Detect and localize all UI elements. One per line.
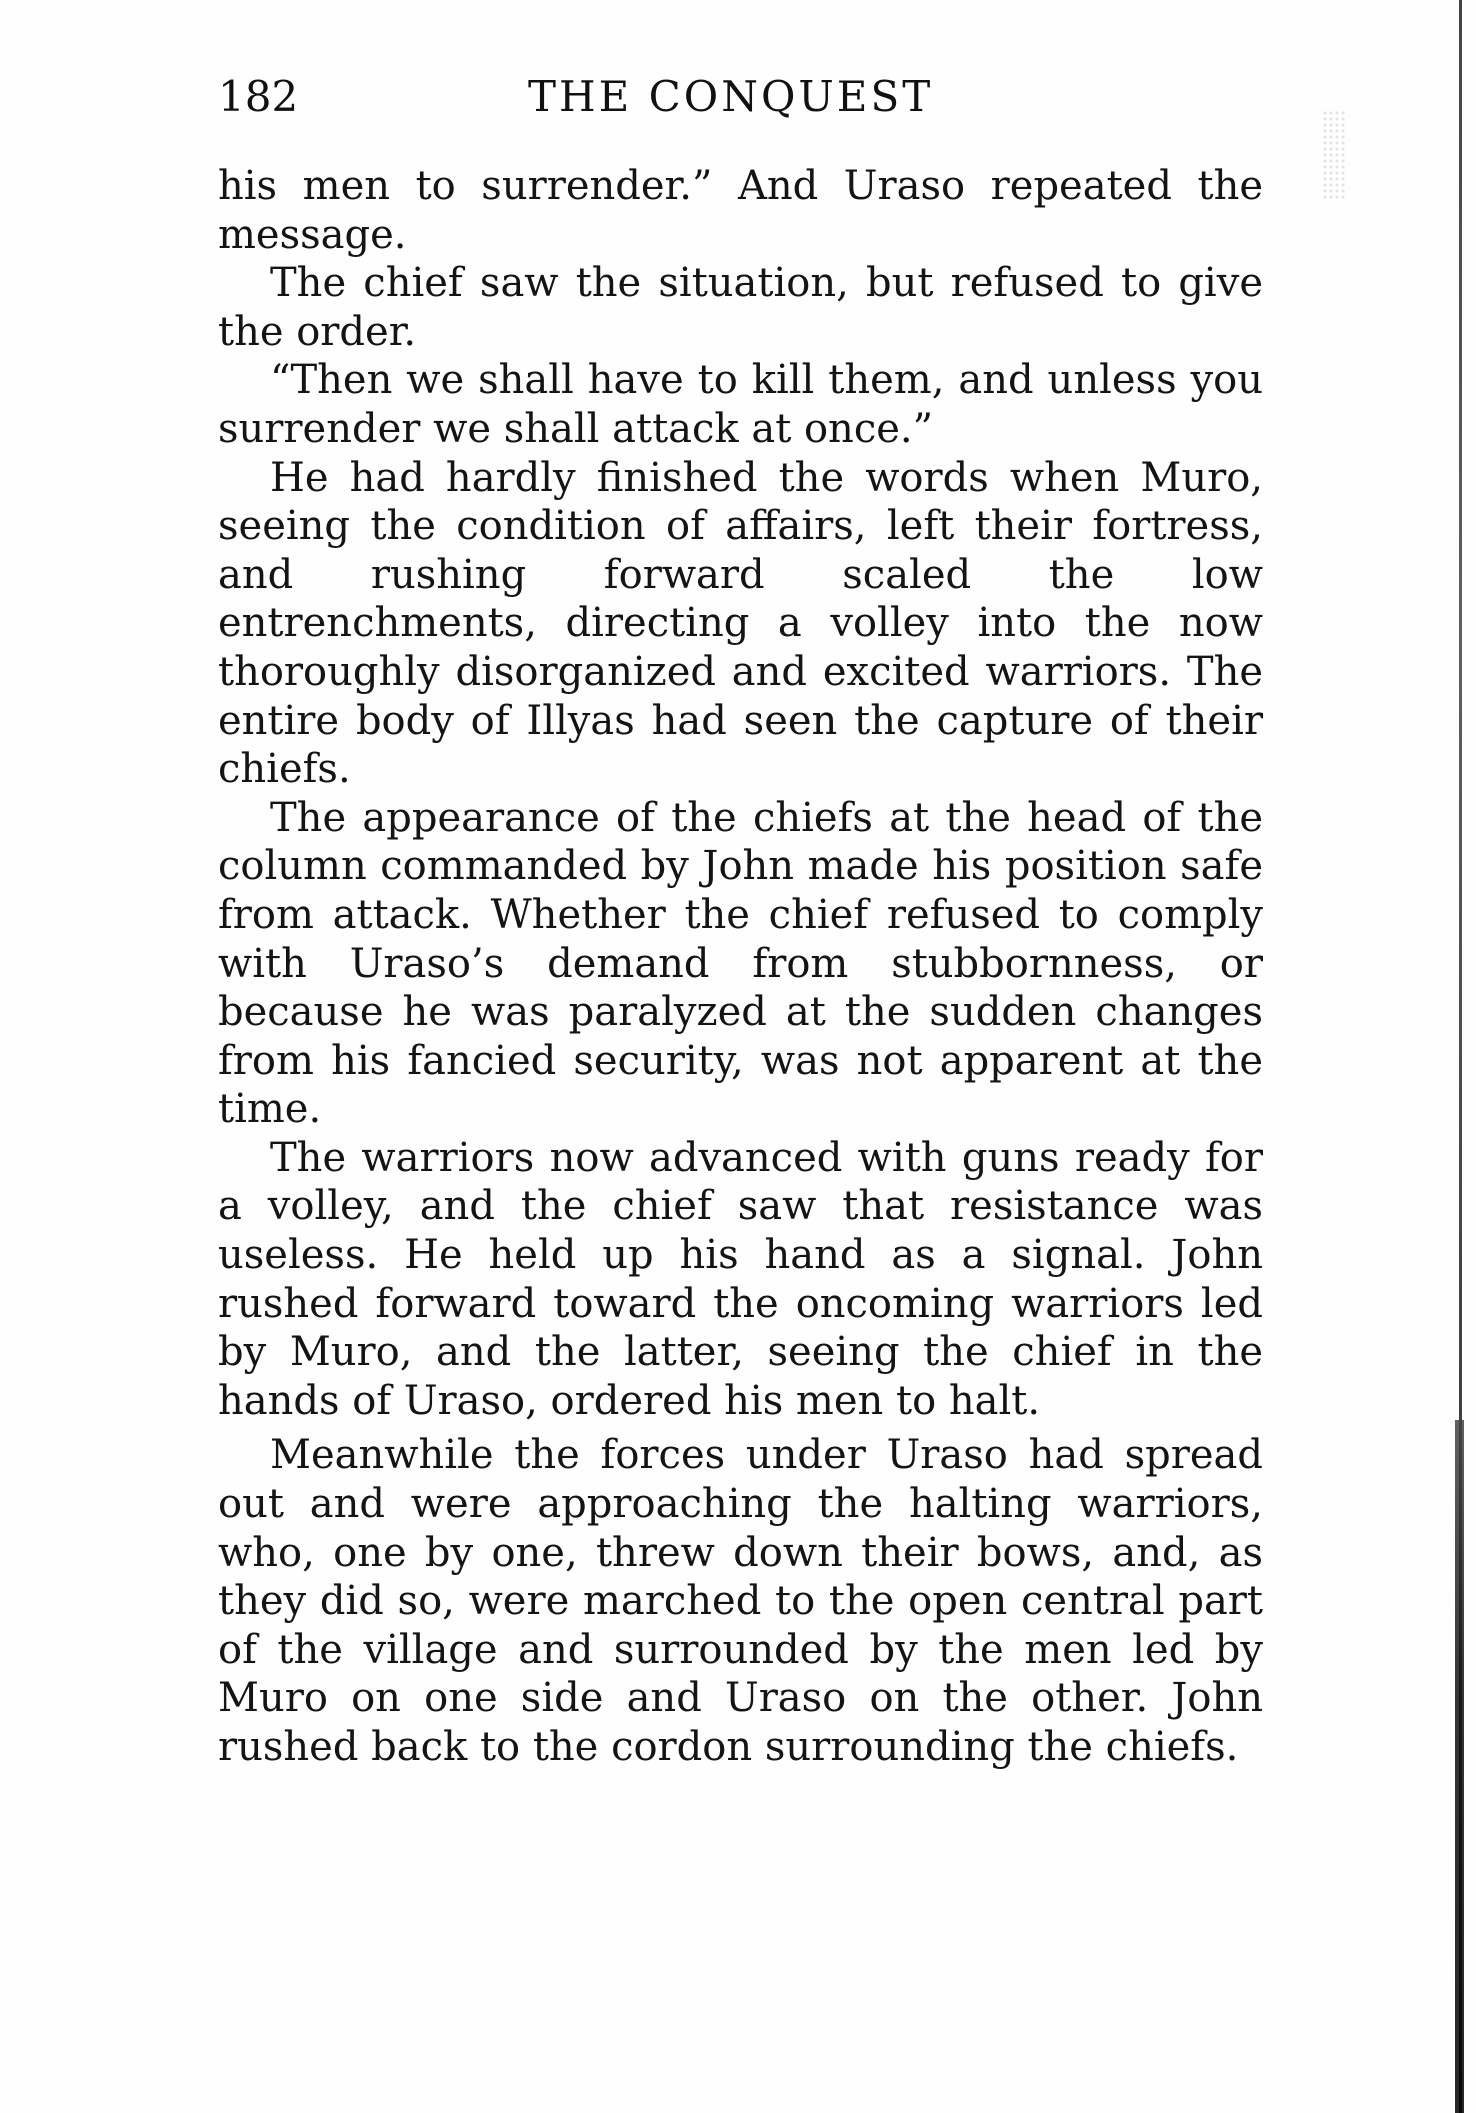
page-edge-shadow-heavy [1455,1420,1464,2113]
paragraph: “Then we shall have to kill them, and unless you surrender we shall attack at once.” [218,357,1263,452]
paragraph: The appearance of the chiefs at the head of the column commanded by John made his position safe from attack. Whether the chief refused to comply with Uraso’s demand from stubbornness, or because he was paralyzed at the sudden changes from his fancied security, was not apparent at the time. [218,794,1263,1133]
page-number: 182 [218,72,299,121]
paper-speckle [1322,110,1346,200]
paragraph: The warriors now advanced with guns ready for a volley, and the chief saw that resistance was useless. He held up his hand as a signal. John rushed forward toward the oncoming warriors led by Muro, and the latter, seeing the chief in the hands of Uraso, ordered his men to halt. [218,1134,1263,1424]
body-text [218,162,1263,1772]
page-header [218,72,1258,132]
paragraph: his men to surrender.” And Uraso repeated the message. [218,163,1263,258]
paragraph: He had hardly finished the words when Muro, seeing the condition of affairs, left their fortress, and rushing forward scaled the low entrenchments, directing a volley into the now thoroughly disorganized and excited warriors. The entire body of Illyas had seen the capture of their chiefs. [218,454,1263,793]
paragraph: The chief saw the situation, but refused to give the order. [218,260,1263,355]
paragraph: Meanwhile the forces under Uraso had spread out and were approaching the halting warriors, who, one by one, threw down their bows, and, as they did so, were marched to the open central part of the village and surrounded by the men led by Muro on one side and Uraso on the other. John rushed back to the cordon surrounding the chiefs. [218,1432,1263,1770]
running-title: THE CONQUEST [528,72,934,121]
